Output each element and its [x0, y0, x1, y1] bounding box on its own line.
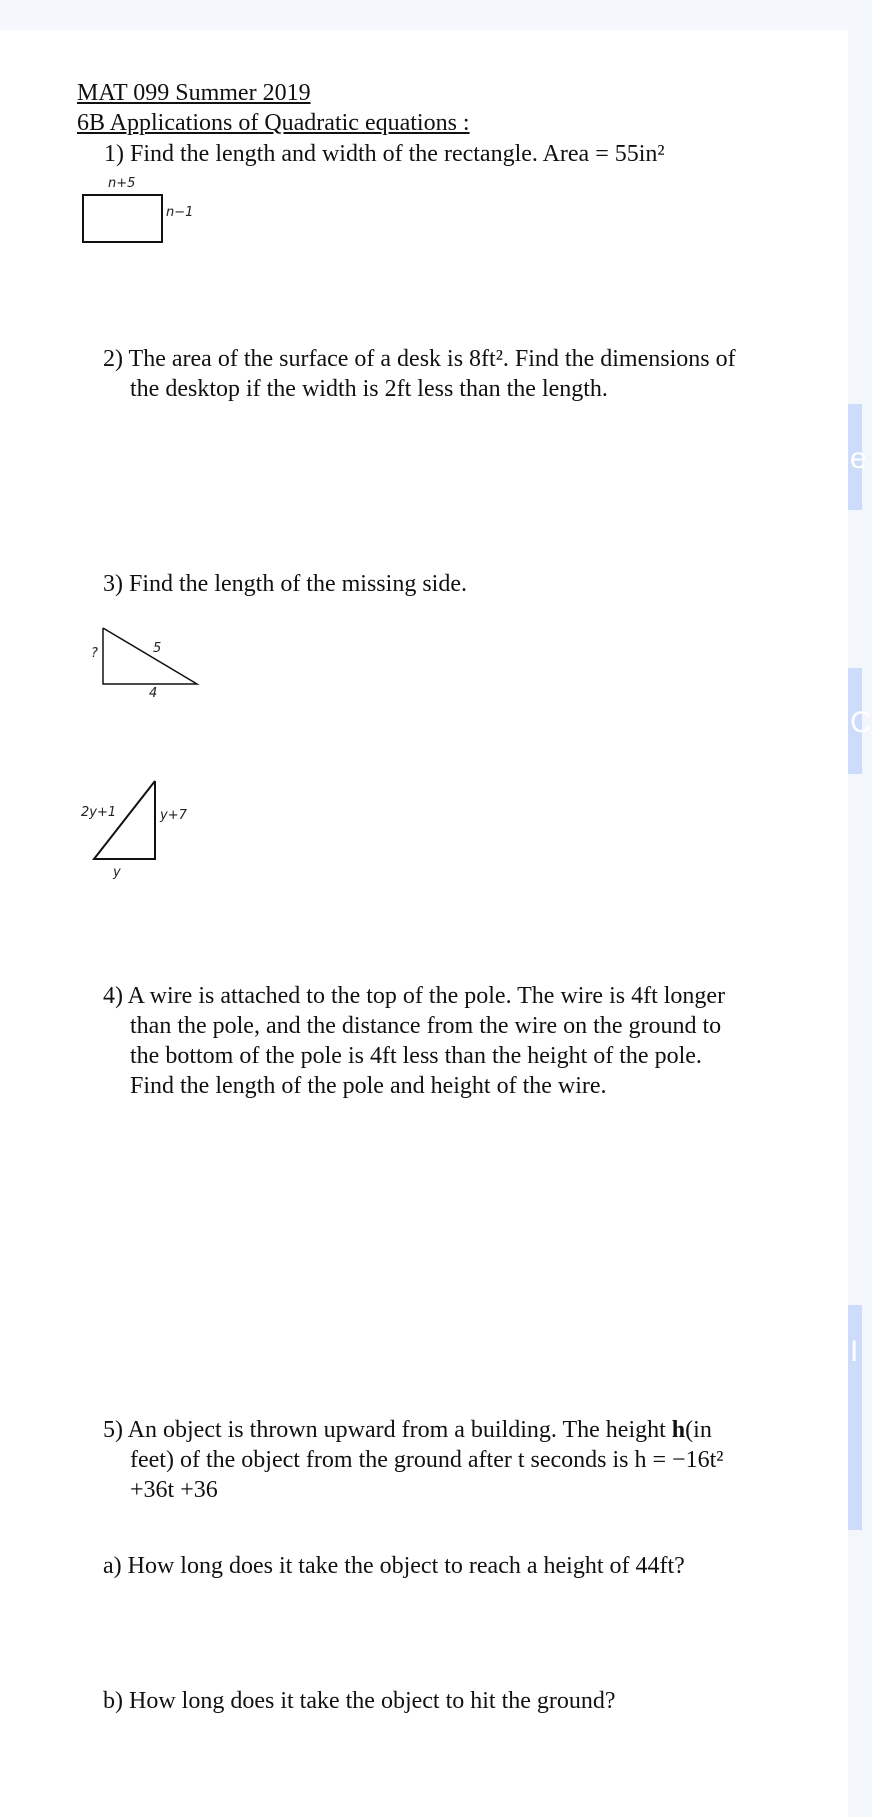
side-panel-tab-glyph: I — [850, 1335, 859, 1368]
triangle-2-bottom-label: y — [113, 865, 121, 880]
triangle-2-left-label: 2y+1 — [81, 805, 117, 820]
side-panel-tab-2[interactable] — [848, 668, 872, 774]
problem-2-text: 2) The area of the surface of a desk is 8ft². Find the dimensions of the desktop if the width is 2ft less than the length. — [103, 346, 736, 402]
triangle-2-right-label: y+7 — [160, 808, 187, 823]
triangle-1-left-label: ? — [91, 646, 98, 661]
side-panel-tab-1[interactable] — [848, 404, 867, 510]
problem-5a-text: a) How long does it take the object to reach a height of 44ft? — [103, 1553, 685, 1579]
problem-5-text — [103, 1415, 740, 1505]
triangle-1-bottom-label: 4 — [149, 686, 158, 701]
right-triangle-2 — [91, 778, 163, 862]
problem-1-text: 1) Find the length and width of the rectangle. Area = 55in² — [104, 141, 665, 167]
side-panel-tab-glyph: e — [850, 442, 867, 475]
problem-5-intro: 5) An object is thrown upward from a building. The height — [103, 1417, 666, 1443]
top-toolbar-strip — [0, 0, 862, 30]
document-page — [0, 30, 848, 1817]
course-title: MAT 099 Summer 2019 — [77, 80, 311, 106]
right-triangle-1 — [100, 625, 200, 687]
rectangle-figure — [80, 192, 170, 244]
problem-5-equation: (in feet) of the object from the ground after t seconds is h = −16t² +36t +36 — [130, 1417, 724, 1503]
problem-3-text: 3) Find the length of the missing side. — [103, 571, 467, 597]
problem-4-text: 4) A wire is attached to the top of the pole. The wire is 4ft longer than the pole, and the distance from the wire on the ground to the bottom of the pole is 4ft less than the height of the pole. Find the length of the pole and height of the wire. — [103, 983, 726, 1099]
rectangle-side-label: n−1 — [166, 205, 194, 220]
problem-5b-text: b) How long does it take the object to hit the ground? — [103, 1688, 616, 1714]
problem-5-height-variable: h — [671, 1417, 686, 1443]
triangle-1-hypotenuse-label: 5 — [153, 641, 162, 656]
rectangle-top-label: n+5 — [108, 176, 136, 191]
side-panel-tab-3[interactable] — [848, 1305, 862, 1530]
section-title: 6B Applications of Quadratic equations : — [77, 110, 470, 136]
side-panel-tab-glyph: C — [850, 706, 872, 739]
